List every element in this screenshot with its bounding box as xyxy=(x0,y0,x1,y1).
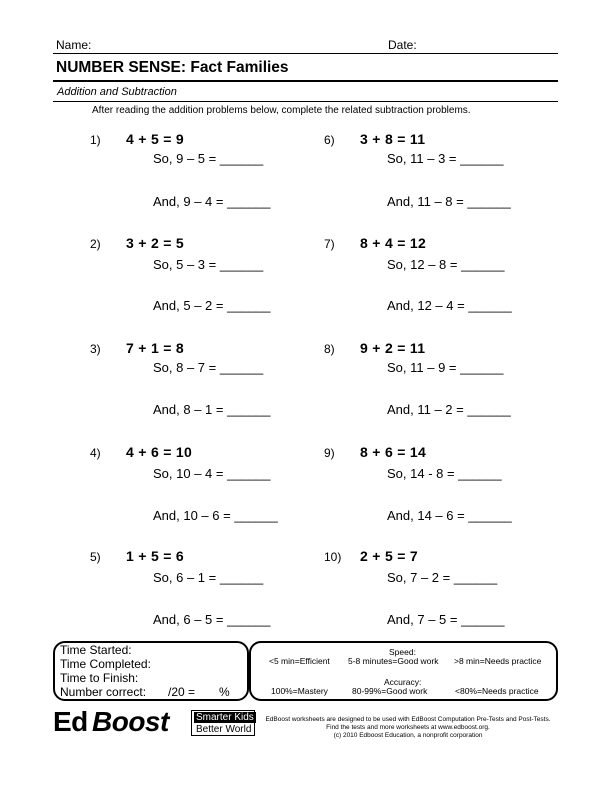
subtraction-line-and[interactable]: And, 11 – 8 = ______ xyxy=(387,194,511,209)
footer-note-2: Find the tests and more worksheets at www.edboost.org. xyxy=(326,724,490,731)
subtitle-underline xyxy=(53,101,558,102)
name-underline xyxy=(53,53,558,54)
speed-good: 5-8 minutes=Good work xyxy=(348,656,439,666)
problem-number: 6) xyxy=(324,133,335,147)
addition-fact: 3 + 8 = 11 xyxy=(360,131,426,147)
logo-tagline-box xyxy=(191,710,255,736)
time-completed-label[interactable]: Time Completed: xyxy=(60,657,151,671)
addition-fact: 7 + 1 = 8 xyxy=(126,340,184,356)
problem-number: 4) xyxy=(90,446,101,460)
subtraction-line-and[interactable]: And, 7 – 5 = ______ xyxy=(387,612,505,627)
edboost-logo xyxy=(53,706,258,742)
speed-efficient: <5 min=Efficient xyxy=(269,656,330,666)
number-correct-label[interactable]: Number correct: xyxy=(60,685,147,699)
addition-fact: 8 + 4 = 12 xyxy=(360,235,427,251)
subtraction-line-and[interactable]: And, 11 – 2 = ______ xyxy=(387,402,511,417)
problem-number: 10) xyxy=(324,550,342,564)
accuracy-title: Accuracy: xyxy=(384,677,422,687)
problem-number: 9) xyxy=(324,446,335,460)
name-label: Name: xyxy=(56,38,92,52)
subtraction-line-so[interactable]: So, 7 – 2 = ______ xyxy=(387,570,498,585)
accuracy-good: 80-99%=Good work xyxy=(352,686,428,696)
subtraction-line-so[interactable]: So, 11 – 3 = ______ xyxy=(387,151,504,166)
logo-boost-text: Boost xyxy=(92,706,169,737)
problem-number: 1) xyxy=(90,133,101,147)
subtraction-line-so[interactable]: So, 11 – 9 = ______ xyxy=(387,360,504,375)
problem-number: 2) xyxy=(90,237,101,251)
speed-needs-practice: >8 min=Needs practice xyxy=(454,656,542,666)
subtraction-line-and[interactable]: And, 5 – 2 = ______ xyxy=(153,298,271,313)
time-to-finish-label[interactable]: Time to Finish: xyxy=(60,671,139,685)
subtraction-line-and[interactable]: And, 12 – 4 = ______ xyxy=(387,298,512,313)
subtraction-line-and[interactable]: And, 10 – 6 = ______ xyxy=(153,508,278,523)
tagline-line-2: Better World xyxy=(196,724,252,735)
footer-note-3: (c) 2010 Edboost Education, a nonprofit corporation xyxy=(333,732,483,739)
logo-ed-text: Ed xyxy=(53,706,88,737)
subtraction-line-so[interactable]: So, 9 – 5 = ______ xyxy=(153,151,264,166)
addition-fact: 8 + 6 = 14 xyxy=(360,444,427,460)
subtraction-line-and[interactable]: And, 6 – 5 = ______ xyxy=(153,612,271,627)
subtraction-line-so[interactable]: So, 5 – 3 = ______ xyxy=(153,257,264,272)
page-subtitle: Addition and Subtraction xyxy=(57,86,177,98)
problem-number: 5) xyxy=(90,550,101,564)
subtraction-line-so[interactable]: So, 6 – 1 = ______ xyxy=(153,570,264,585)
addition-fact: 4 + 6 = 10 xyxy=(126,444,193,460)
date-label: Date: xyxy=(388,38,417,52)
subtraction-line-so[interactable]: So, 10 – 4 = ______ xyxy=(153,466,271,481)
out-of-twenty: /20 = xyxy=(168,685,196,699)
problem-number: 7) xyxy=(324,237,335,251)
subtraction-line-so[interactable]: So, 8 – 7 = ______ xyxy=(153,360,264,375)
problem-number: 8) xyxy=(324,342,335,356)
subtraction-line-and[interactable]: And, 14 – 6 = ______ xyxy=(387,508,512,523)
addition-fact: 9 + 2 = 11 xyxy=(360,340,426,356)
footer-note-1: EdBoost worksheets are designed to be used with EdBoost Computation Pre-Tests and Post-Tests. xyxy=(265,716,551,723)
addition-fact: 3 + 2 = 5 xyxy=(126,235,184,251)
time-started-label[interactable]: Time Started: xyxy=(60,643,132,657)
title-underline xyxy=(53,80,558,82)
accuracy-mastery: 100%=Mastery xyxy=(271,686,328,696)
percent-sign: % xyxy=(219,685,230,699)
page-title: NUMBER SENSE: Fact Families xyxy=(56,59,289,76)
subtraction-line-and[interactable]: And, 8 – 1 = ______ xyxy=(153,402,271,417)
tagline-line-1: Smarter Kids xyxy=(196,712,254,723)
addition-fact: 4 + 5 = 9 xyxy=(126,131,184,147)
addition-fact: 2 + 5 = 7 xyxy=(360,548,418,564)
addition-fact: 1 + 5 = 6 xyxy=(126,548,184,564)
subtraction-line-so[interactable]: So, 12 – 8 = ______ xyxy=(387,257,505,272)
subtraction-line-so[interactable]: So, 14 - 8 = ______ xyxy=(387,466,502,481)
problem-number: 3) xyxy=(90,342,101,356)
accuracy-needs-practice: <80%=Needs practice xyxy=(455,686,539,696)
instructions: After reading the addition problems below, complete the related subtraction problems. xyxy=(92,105,471,116)
subtraction-line-and[interactable]: And, 9 – 4 = ______ xyxy=(153,194,271,209)
speed-title: Speed: xyxy=(389,647,416,657)
